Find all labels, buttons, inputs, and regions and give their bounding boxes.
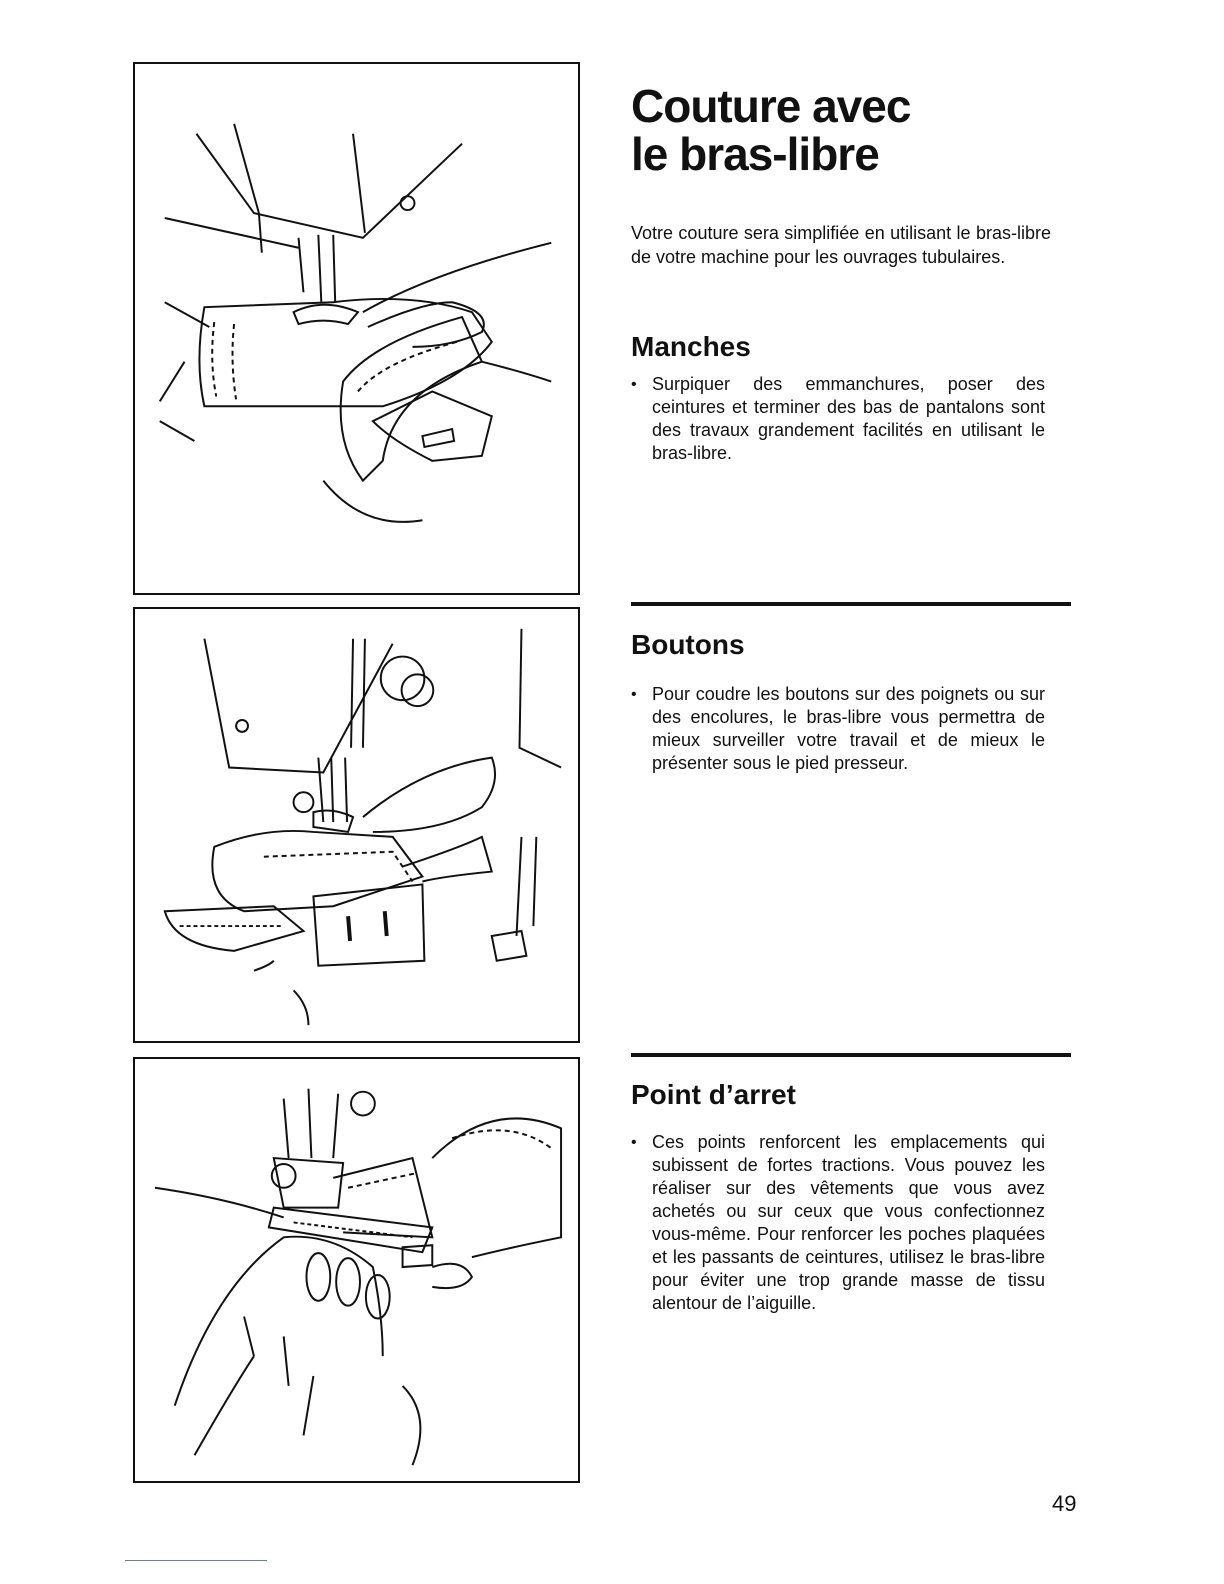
section-heading-manches: Manches [631,331,751,362]
bullet-symbol: • [631,376,637,393]
illustration-sleeve-sewing [133,62,580,595]
footer-line [125,1560,267,1561]
section-heading-point-darret: Point d’arret [631,1079,796,1110]
page-number: 49 [1052,1491,1077,1516]
bullet-text: Surpiquer des emmanchures, poser des ceintures et terminer des bas de pantalons sont des travaux grandement facilités en utilisant le bras-libre. [652,374,1045,463]
page-title-line-2: le bras-libre [631,128,879,180]
section-heading-boutons: Boutons [631,629,745,660]
button-sewing-drawing [135,609,578,1041]
intro-paragraph: Votre couture sera simplifiée en utilisant le bras-libre de votre machine pour les ouvrages tubulaires. [631,223,1051,267]
section-divider [631,602,1071,606]
page-title [631,82,1191,178]
illustration-bartack [133,1057,580,1483]
illustration-button-sewing [133,607,580,1043]
section-divider [631,1053,1071,1057]
bullet-symbol: • [631,1134,637,1151]
bullet-symbol: • [631,686,637,703]
bullet-item-manches [631,373,1045,465]
bartack-drawing [135,1059,578,1481]
bullet-item-point-darret [631,1131,1045,1315]
sleeve-sewing-drawing [135,64,578,593]
bullet-text: Ces points renforcent les emplacements qui subissent de fortes tractions. Vous pouvez les réaliser sur des vêtements que vous avez achetés ou sur ceux que vous confectionnez vous-même. Pour renforcer les poches plaquées et les passants de ceintures, utilisez le bras-libre pour éviter une trop grande masse de tissu alentour de l’aiguille. [652,1132,1045,1313]
bullet-item-boutons [631,683,1045,775]
page-title-line-1: Couture avec [631,80,911,132]
bullet-text: Pour coudre les boutons sur des poignets ou sur des encolures, le bras-libre vous permettra de mieux surveiller votre travail et de mieux le présenter sous le pied presseur. [652,684,1045,773]
